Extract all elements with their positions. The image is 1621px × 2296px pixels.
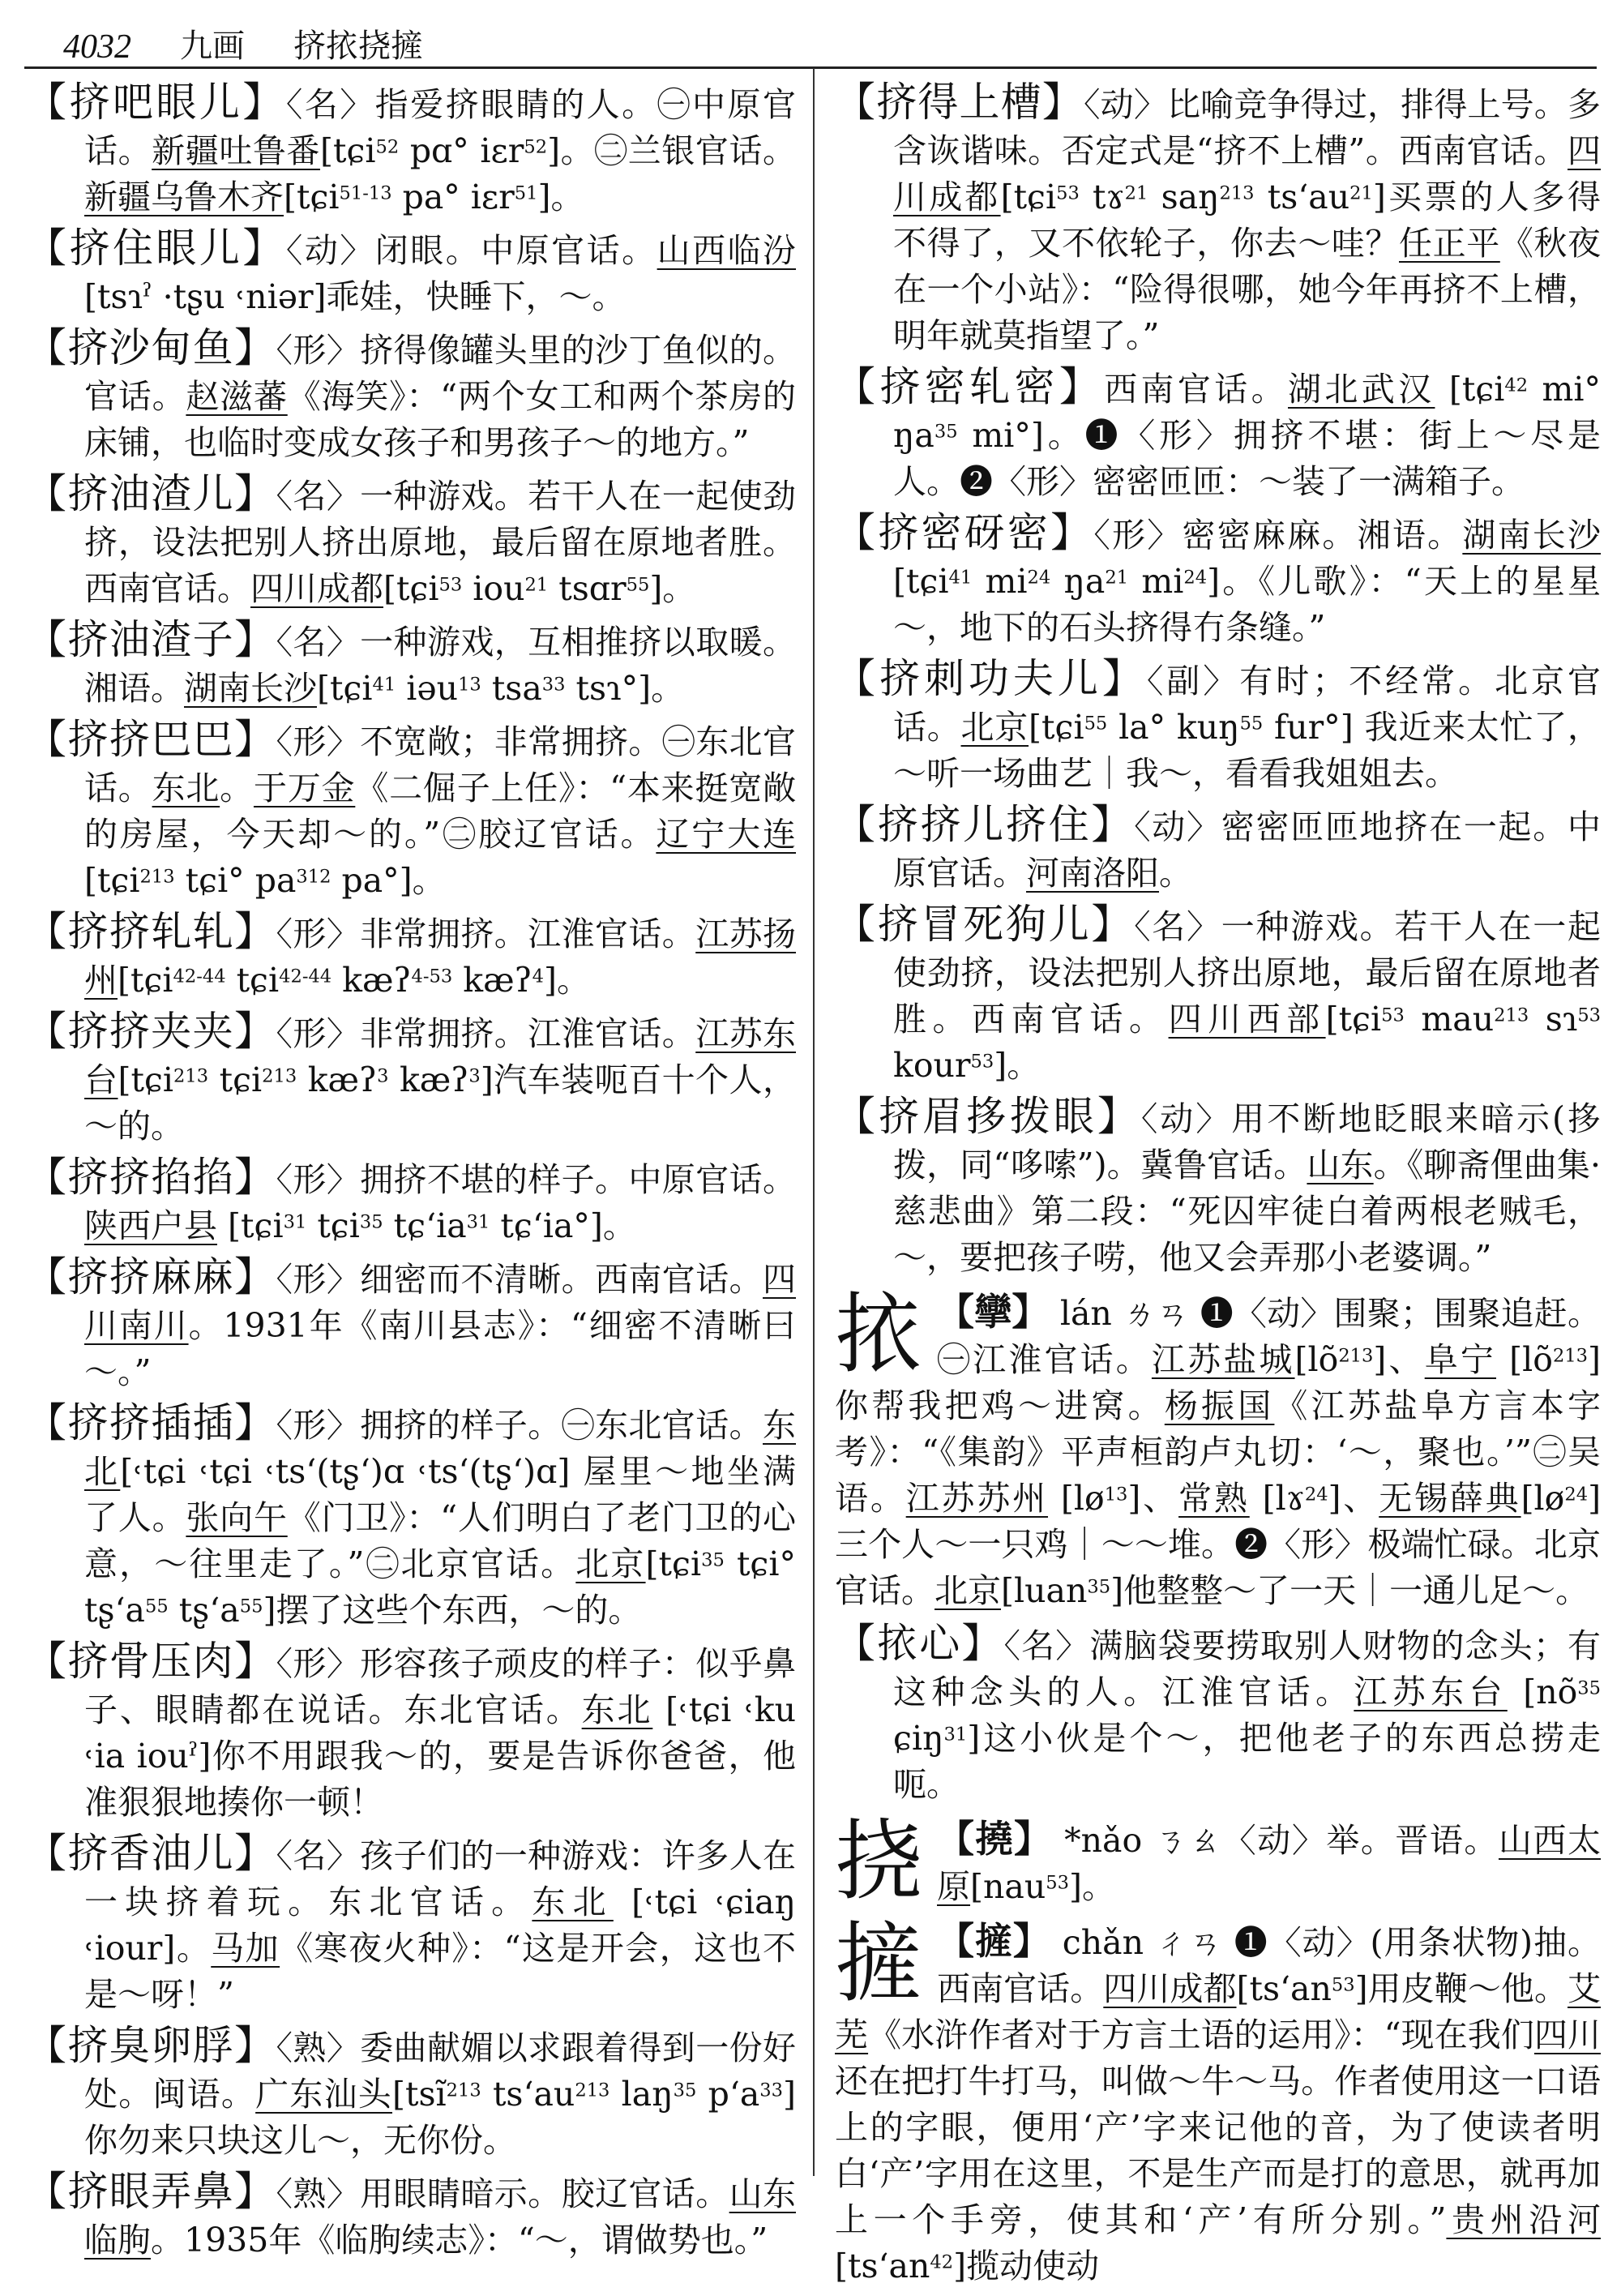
definition-text: 〈副〉有时；不经常。北京官话。 [893, 662, 1602, 747]
definition-text: 。 [220, 769, 254, 807]
definition-text: mi° ŋa [893, 370, 1602, 455]
tone-superscript: 53 [438, 574, 463, 596]
place-or-author-name: 无锡薛典 [1379, 1479, 1521, 1518]
definition-text: [tɕi [118, 1060, 174, 1099]
tone-superscript: 55 [1239, 713, 1264, 735]
definition-text: ]。 [537, 178, 584, 216]
definition-text: [tsʻan [1236, 1969, 1332, 2008]
dictionary-entry [26, 225, 796, 320]
tone-superscript: 3 [468, 1065, 481, 1087]
place-or-author-name: 江苏盐城 [1151, 1340, 1295, 1379]
section-label: 九画 [180, 28, 245, 65]
place-or-author-name: 江苏东台 [1354, 1673, 1508, 1711]
definition-text: tɕʻia [383, 1206, 467, 1245]
place-or-author-name: 四川成都 [250, 569, 383, 608]
place-or-author-name: 东北 [152, 769, 220, 807]
definition-text: 《水浒作者对于方言土语的运用》：“现在我们 [868, 2015, 1534, 2054]
definition-text: la° kuŋ [1107, 708, 1240, 747]
dictionary-entry [26, 1154, 796, 1249]
place-or-author-name: 张向午 [186, 1498, 288, 1537]
dictionary-entry [835, 364, 1601, 505]
tone-superscript: 213 [1338, 1345, 1374, 1367]
definition-text: iou [462, 569, 525, 608]
dictionary-entry [26, 2169, 796, 2264]
character-entry [835, 1289, 1601, 1614]
definition-text: ]这小伙是个～，把他老子的东西总捞走呃。 [893, 1719, 1601, 1804]
tone-superscript: 53 [1381, 1004, 1405, 1026]
dictionary-entry [26, 1254, 796, 1395]
definition-text: 〈形〉非常拥挤。江淮官话。 [276, 915, 696, 953]
definition-text: [lø [1048, 1479, 1105, 1518]
tone-superscript: 33 [759, 2080, 783, 2101]
definition-text: 〈名〉指爱挤眼睛的人。㊀中原官话。 [84, 85, 797, 170]
definition-text: chǎn ㄔㄢ ❶〈动〉(用条状物)抽。西南官话。 [937, 1923, 1601, 2008]
headword: 【挤挤夹夹】 [26, 1008, 276, 1055]
tone-superscript: 33 [541, 674, 566, 696]
header-rule [24, 66, 1597, 69]
headword: 【挤香油儿】 [26, 1830, 276, 1877]
head-character: 挠 [835, 1816, 923, 1910]
definition-text: [tɕi [84, 861, 140, 900]
definition-text: 〈动〉用不断地眨眼来暗示(拸拨，同“哆嗦”)。冀鲁官话。 [893, 1099, 1601, 1184]
dictionary-entry [835, 510, 1601, 651]
definition-text: ŋa [1050, 562, 1106, 601]
definition-text: ] 你帮我把鸡～进窝。 [835, 1340, 1601, 1425]
headword: 【挤挤儿挤住】 [835, 801, 1135, 848]
headword: 【挤冒死狗儿】 [835, 901, 1135, 948]
place-or-author-name: 山西太原 [937, 1821, 1601, 1906]
definition-text: 〈形〉细密而不清晰。西南官话。 [276, 1260, 763, 1299]
definition-text: 。《聊斋俚曲集·慈悲曲》第二段：“死囚牢徒白着两根老贼毛，～，要把孩子唠，他又会弄那小老婆调。” [893, 1146, 1601, 1277]
definition-text: 〈形〉非常拥挤。江淮官话。 [276, 1014, 696, 1053]
definition-text: [nau [970, 1867, 1046, 1906]
definition-text: [tsĩ [392, 2075, 447, 2114]
definition-text: ]。《儿歌》：“天上的星星～，地下的石头挤得冇条缝。” [893, 562, 1601, 647]
place-or-author-name: 阜宁 [1424, 1340, 1496, 1379]
tone-superscript: 53 [1577, 1004, 1602, 1026]
definition-text: ] 你勿来只块这儿～，无你份。 [84, 2075, 796, 2160]
headword: 【挤得上槽】 [835, 79, 1084, 126]
definition-text: tsɑr [548, 569, 627, 608]
dictionary-entry [26, 471, 796, 612]
headword: 【挤臭卵脬】 [26, 2022, 276, 2069]
dictionary-entry [26, 717, 796, 904]
head-character: 摌 [835, 1918, 923, 2015]
definition-text: [tɕi [319, 131, 376, 170]
tone-superscript: 55 [1084, 713, 1108, 735]
tone-superscript: 213 [575, 2080, 610, 2101]
headword: 【挤沙甸鱼】 [26, 324, 276, 371]
place-or-author-name: 北京 [575, 1544, 646, 1583]
definition-text: [lø [1520, 1479, 1565, 1518]
tone-superscript: 55 [626, 574, 650, 596]
tone-superscript: 21 [524, 574, 549, 596]
definition-text: ]。㊁兰银官话。 [547, 131, 797, 170]
tone-superscript: 31 [466, 1211, 490, 1233]
definition-text: ]摆了这些个东西，～的。 [263, 1591, 642, 1630]
place-or-author-name: 艾芜 [835, 1969, 1601, 2054]
tone-superscript: 41 [948, 567, 973, 589]
tone-superscript: 31 [943, 1724, 968, 1746]
place-or-author-name: 东北 [581, 1690, 653, 1729]
headword: 【挤油渣子】 [26, 616, 276, 663]
page-header [63, 18, 423, 66]
definition-text: tɕʻia°]。 [490, 1206, 636, 1245]
definition-text: ] 三个人～一只鸡｜～～堆。❷〈形〉极端忙碌。北京官话。 [835, 1479, 1601, 1610]
header-characters: 挤挔挠摌 [293, 28, 423, 65]
tone-superscript: 52 [524, 136, 548, 158]
dictionary-entry [26, 79, 796, 221]
place-or-author-name: 杨振国 [1164, 1386, 1275, 1425]
place-or-author-name: 湖北武汉 [1288, 370, 1435, 409]
place-or-author-name: 东北 [84, 1406, 797, 1491]
definition-text: *nǎo ㄋㄠ〈动〉举。晋语。 [1052, 1821, 1499, 1860]
tone-superscript: 312 [296, 866, 331, 888]
definition-text: tɕi° tʂʻa [84, 1544, 797, 1630]
definition-text: 。1935年《临朐续志》：“～，谓做势也。” [151, 2221, 768, 2260]
definition-text: ]用皮鞭～他。 [1354, 1969, 1568, 2008]
tone-superscript: 213 [1552, 1345, 1589, 1367]
place-or-author-name: 马加 [211, 1929, 280, 1968]
place-or-author-name: 四川成都 [893, 131, 1601, 216]
definition-text: 〈熟〉委曲献媚以求跟着得到一份好处。闽语。 [84, 2028, 797, 2114]
place-or-author-name: 任正平 [1399, 224, 1500, 263]
headword: 【挤油渣儿】 [26, 470, 276, 517]
definition-text: tɕi [225, 961, 280, 1000]
definition-text: ]、 [1127, 1479, 1179, 1518]
place-or-author-name: 广东汕头 [255, 2075, 393, 2114]
dictionary-entry [26, 1638, 796, 1826]
place-or-author-name: 北京 [935, 1571, 1001, 1610]
tone-superscript: 53 [970, 1051, 994, 1073]
tone-superscript: 35 [1577, 1677, 1601, 1699]
definition-text: ]。 [543, 961, 590, 1000]
place-or-author-name: 陕西户县 [84, 1206, 217, 1245]
place-or-author-name: 江苏东台 [84, 1014, 797, 1099]
tone-superscript: 35 [673, 2080, 697, 2101]
tone-superscript: 55 [145, 1596, 169, 1617]
definition-text: kour [893, 1046, 971, 1085]
tone-superscript: 35 [701, 1549, 725, 1571]
definition-text: kæʔ [452, 961, 532, 1000]
tone-superscript: 24 [1027, 567, 1051, 589]
definition-text: pɑ° iɛr [399, 131, 524, 170]
definition-text: [tsɿˀ ·tʂu ˓niər]乖娃，快睡下，～。 [84, 277, 626, 316]
definition-text: [˓tɕi ˓tɕi ˓tsʻ(tʂʻ)ɑ ˓tsʻ(tʂʻ)ɑ] 屋里～地坐满了人。 [84, 1452, 797, 1537]
definition-text: [nõ [1507, 1673, 1578, 1711]
definition-text: mi°]。❶〈形〉拥挤不堪：街上～尽是人。❷〈形〉密密匝匝：～装了一满箱子。 [893, 416, 1601, 501]
definition-text: ɕiŋ [893, 1719, 944, 1758]
definition-text: ]。 [1068, 1867, 1115, 1906]
tone-superscript: 213 [173, 1065, 209, 1087]
character-entry [835, 1816, 1601, 1910]
tone-superscript: 24 [1183, 567, 1208, 589]
definition-text: [˓tɕi ˓ɕiaŋ ˓iour]。 [84, 1883, 797, 1968]
tone-superscript: 53 [1056, 182, 1080, 204]
definition-text: laŋ [609, 2075, 674, 2114]
place-or-author-name: 江苏苏州 [905, 1479, 1049, 1518]
definition-text: fur°] 我近来太忙了，～听一场曲艺｜我～，看看我姐姐去。 [893, 708, 1602, 793]
tone-superscript: 13 [458, 674, 481, 696]
definition-text: tʂʻa [168, 1591, 240, 1630]
tone-superscript: 42 [930, 2251, 954, 2273]
place-or-author-name: 贵州沿河 [1446, 2200, 1601, 2239]
definition-text: 。 [1159, 854, 1192, 893]
dictionary-entry [26, 909, 796, 1004]
tone-superscript: 24 [1304, 1484, 1328, 1506]
place-or-author-name: 山东 [1307, 1146, 1374, 1184]
definition-text: [tɕi [383, 569, 439, 608]
definition-text: 。1931年《南川县志》：“细密不清晰曰～。” [84, 1306, 796, 1391]
tone-superscript: 41 [372, 674, 396, 696]
definition-text: mau [1404, 1000, 1495, 1039]
headword: 【挤挤巴巴】 [26, 716, 276, 763]
right-column [835, 79, 1601, 2296]
traditional-form: 【撓】 [937, 1817, 1053, 1861]
definition-text: 〈形〉挤得像罐头里的沙丁鱼似的。官话。 [84, 331, 797, 416]
definition-text: ]、 [1328, 1479, 1379, 1518]
definition-text: 〈动〉闭眼。中原官话。 [285, 231, 657, 270]
tone-superscript: 21 [1124, 182, 1148, 204]
definition-text: 〈形〉不宽敞；非常拥挤。㊀东北官话。 [84, 722, 797, 807]
place-or-author-name: 新疆吐鲁番 [152, 131, 320, 170]
definition-text: ]。 [994, 1046, 1041, 1085]
dictionary-entry [835, 802, 1601, 897]
dictionary-entry [835, 1621, 1601, 1808]
definition-text: [tɕi [645, 1544, 702, 1583]
definition-text: 还在把打牛打马，叫做～牛～马。作者使用这一口语上的字眼，便用‘产’字来记他的音，为了使读者明白‘产’字用在这里，不是生产而是打的意思，就再加上一个手旁，使其和‘产’有所分别。” [835, 2062, 1601, 2239]
definition-text: 《寒夜火种》：“这是开会，这也不是～呀！” [84, 1929, 796, 2014]
definition-text: 《江苏盐阜方言本字考》：“《集韵》平声桓韵卢丸切：‘～，聚也。’”㊁吴语。 [835, 1386, 1601, 1518]
dictionary-entry [26, 2023, 796, 2164]
definition-text: 〈形〉拥挤的样子。㊀东北官话。 [276, 1406, 763, 1445]
definition-text: tɕi [208, 1060, 263, 1099]
dictionary-entry [835, 902, 1601, 1089]
definition-text: [tɕi [1000, 178, 1057, 216]
definition-text: pʻa [696, 2075, 760, 2114]
dictionary-entry [835, 79, 1601, 359]
place-or-author-name: 四川 [1533, 2015, 1601, 2054]
definition-text: ]揽动使动 [953, 2247, 1100, 2285]
definition-text: saŋ [1148, 178, 1220, 216]
definition-text: 西南官话。 [1104, 370, 1289, 409]
place-or-author-name: 河南洛阳 [1026, 854, 1159, 893]
tone-superscript: 53 [1331, 1974, 1355, 1996]
tone-superscript: 42 [1504, 375, 1529, 396]
headword: 【挤刺功夫儿】 [835, 655, 1147, 702]
dictionary-entry [26, 1831, 796, 2018]
headword: 【挤住眼儿】 [26, 225, 286, 272]
definition-text: ]。 [649, 569, 696, 608]
tone-superscript: 55 [239, 1596, 263, 1617]
place-or-author-name: 江苏扬州 [84, 915, 797, 1000]
tone-superscript: 51 [514, 182, 538, 204]
definition-text: tɕi° pa [174, 861, 297, 900]
definition-text: tɤ [1079, 178, 1125, 216]
headword: 【挤挤掐掐】 [26, 1154, 276, 1201]
definition-text: tsa [481, 669, 542, 708]
place-or-author-name: 湖南长沙 [1462, 516, 1602, 555]
definition-text: kæʔ [388, 1060, 469, 1099]
tone-superscript: 213 [1219, 182, 1255, 204]
tone-superscript: 31 [283, 1211, 307, 1233]
definition-text: [lõ [1294, 1340, 1339, 1379]
definition-text: 《门卫》：“人们明白了老门卫的心意，～往里走了。”㊁北京官话。 [84, 1498, 797, 1583]
definition-text: 〈名〉满脑袋要捞取别人财物的念头；有这种念头的人。江淮官话。 [893, 1626, 1602, 1711]
headword: 【挤挤插插】 [26, 1399, 276, 1446]
definition-text: 〈名〉一种游戏。若干人在一起使劲挤，设法把别人挤出原地，最后留在原地者胜。西南官话。 [893, 907, 1602, 1039]
definition-text: 〈形〉拥挤不堪的样子。中原官话。 [276, 1160, 797, 1199]
traditional-form: 【摌】 [937, 1919, 1051, 1963]
definition-text: kæʔ [331, 961, 412, 1000]
definition-text: mi [972, 562, 1028, 601]
definition-text: tsɿ°]。 [565, 669, 685, 708]
dictionary-entry [26, 617, 796, 712]
definition-text: ]、 [1373, 1340, 1425, 1379]
column-divider [813, 68, 815, 2176]
place-or-author-name: 山东临朐 [84, 2174, 797, 2260]
definition-text: pa°]。 [331, 861, 446, 900]
definition-text: 〈熟〉用眼睛暗示。胶辽官话。 [276, 2174, 729, 2213]
definition-text: [tɕi [217, 1206, 284, 1245]
place-or-author-name: 四川成都 [1103, 1969, 1237, 2008]
definition-text: 〈动〉密密匝匝地挤在一起。中原官话。 [893, 807, 1602, 893]
tone-superscript: 42-44 [173, 966, 226, 987]
tone-superscript: 213 [139, 866, 175, 888]
headword: 【挤挤轧轧】 [26, 908, 276, 955]
definition-text: iəu [396, 669, 459, 708]
definition-text: [˓tɕi ˓ku ˓ia iouˀ]你不用跟我～的，要是告诉你爸爸，他准狠狠地揍你一顿！ [84, 1690, 797, 1822]
definition-text: tsʻau [481, 2075, 575, 2114]
definition-text: [tɕi [118, 961, 173, 1000]
definition-text: [tɕi [1325, 1000, 1382, 1039]
tone-superscript: 213 [1494, 1004, 1529, 1026]
place-or-author-name: 四川西部 [1168, 1000, 1326, 1039]
place-or-author-name: 北京 [960, 708, 1029, 747]
definition-text: ]汽车装呃百十个人，～的。 [84, 1060, 797, 1146]
dictionary-entry [26, 1009, 796, 1150]
headword: 【挤眉拸拨眼】 [835, 1093, 1141, 1140]
definition-text: lán ㄌㄢ ❶〈动〉围聚；围聚追赶。㊀江淮官话。 [937, 1294, 1601, 1379]
head-character: 挔 [835, 1289, 923, 1386]
definition-text: pa° iɛr [391, 178, 515, 216]
place-or-author-name: 东北 [532, 1883, 614, 1921]
dictionary-entry [26, 325, 796, 466]
definition-text: [tɕi [317, 669, 373, 708]
dictionary-entry [835, 1094, 1601, 1281]
place-or-author-name: 常熟 [1178, 1479, 1250, 1518]
tone-superscript: 213 [446, 2080, 481, 2101]
tone-superscript: 53 [1046, 1872, 1069, 1894]
place-or-author-name: 于万金 [253, 769, 356, 807]
page-number: 4032 [63, 28, 131, 66]
definition-text: 〈名〉一种游戏，互相推挤以取暖。湘语。 [84, 623, 797, 708]
traditional-form: 【攣】 [937, 1290, 1050, 1334]
definition-text: [luan [1001, 1571, 1088, 1610]
tone-superscript: 52 [375, 136, 400, 158]
definition-text: 〈名〉孩子们的一种游戏：许多人在一块挤着玩。东北官话。 [84, 1836, 797, 1921]
headword: 【挤眼弄鼻】 [26, 2168, 276, 2215]
definition-text: [tɕi [1029, 708, 1084, 747]
definition-text: [tsʻan [835, 2247, 930, 2285]
character-entry [835, 1918, 1601, 2290]
tone-superscript: 51-13 [339, 182, 392, 204]
headword: 【挤吧眼儿】 [26, 79, 286, 126]
definition-text: 《海笑》：“两个女工和两个茶房的床铺，也临时变成女孩子和男孩子～的地方。” [84, 377, 797, 462]
place-or-author-name: 四川南川 [84, 1260, 797, 1345]
dictionary-entry [835, 656, 1601, 797]
definition-text: tɕi [306, 1206, 360, 1245]
definition-text: [tɕi [893, 562, 949, 601]
definition-text: 《秋夜在一个小站》：“险得很哪，她今年再挤不上槽，明年就莫指望了。” [893, 224, 1602, 355]
tone-superscript: 21 [1105, 567, 1129, 589]
definition-text: 〈动〉比喻竞争得过，排得上号。多含诙谐味。否定式是“挤不上槽”。西南官话。 [893, 85, 1601, 170]
place-or-author-name: 湖南长沙 [184, 669, 317, 708]
dictionary-entry [26, 1400, 796, 1634]
left-column [26, 79, 796, 2268]
tone-superscript: 42-44 [279, 966, 332, 987]
place-or-author-name: 辽宁大连 [656, 815, 797, 854]
headword: 【挤密轧密】 [835, 363, 1105, 410]
definition-text: tsʻau [1254, 178, 1350, 216]
place-or-author-name: 山西临汾 [657, 231, 797, 270]
definition-text: 〈形〉形容孩子顽皮的样子：似乎鼻子、眼睛都在说话。东北官话。 [84, 1644, 797, 1729]
definition-text: [tɕi [1435, 370, 1505, 409]
definition-text: kæʔ [297, 1060, 378, 1099]
place-or-author-name: 新疆乌鲁木齐 [84, 178, 284, 216]
tone-superscript: 21 [1349, 182, 1373, 204]
headword: 【挤挤麻麻】 [26, 1253, 276, 1300]
definition-text: ]买票的人多得不得了，又不依轮子，你去～哇？ [893, 178, 1601, 263]
tone-superscript: 13 [1104, 1484, 1128, 1506]
definition-text: 〈形〉密密麻麻。湘语。 [1093, 516, 1463, 555]
definition-text: sɿ [1529, 1000, 1578, 1039]
tone-superscript: 3 [377, 1065, 389, 1087]
tone-superscript: 35 [359, 1211, 383, 1233]
definition-text: mi [1128, 562, 1184, 601]
definition-text: [lõ [1496, 1340, 1553, 1379]
tone-superscript: 35 [1087, 1576, 1111, 1598]
definition-text: 《二倔子上任》：“本来挺宽敞的房屋，今天却～的。”㊁胶辽官话。 [84, 769, 797, 854]
definition-text: [lɤ [1249, 1479, 1305, 1518]
headword: 【挔心】 [835, 1620, 1004, 1667]
headword: 【挤密砑密】 [835, 509, 1094, 556]
tone-superscript: 4-53 [411, 966, 453, 987]
place-or-author-name: 赵滋蕃 [186, 377, 288, 416]
headword: 【挤骨压肉】 [26, 1638, 276, 1685]
definition-text: ]他整整～了一天｜一通儿足～。 [1110, 1571, 1589, 1610]
tone-superscript: 35 [934, 421, 958, 443]
definition-text: [tɕi [284, 178, 340, 216]
tone-superscript: 213 [262, 1065, 297, 1087]
definition-text: 〈名〉一种游戏。若干人在一起使劲挤，设法把别人挤出原地，最后留在原地者胜。西南官话。 [84, 477, 797, 608]
tone-superscript: 4 [532, 966, 544, 987]
tone-superscript: 24 [1564, 1484, 1589, 1506]
